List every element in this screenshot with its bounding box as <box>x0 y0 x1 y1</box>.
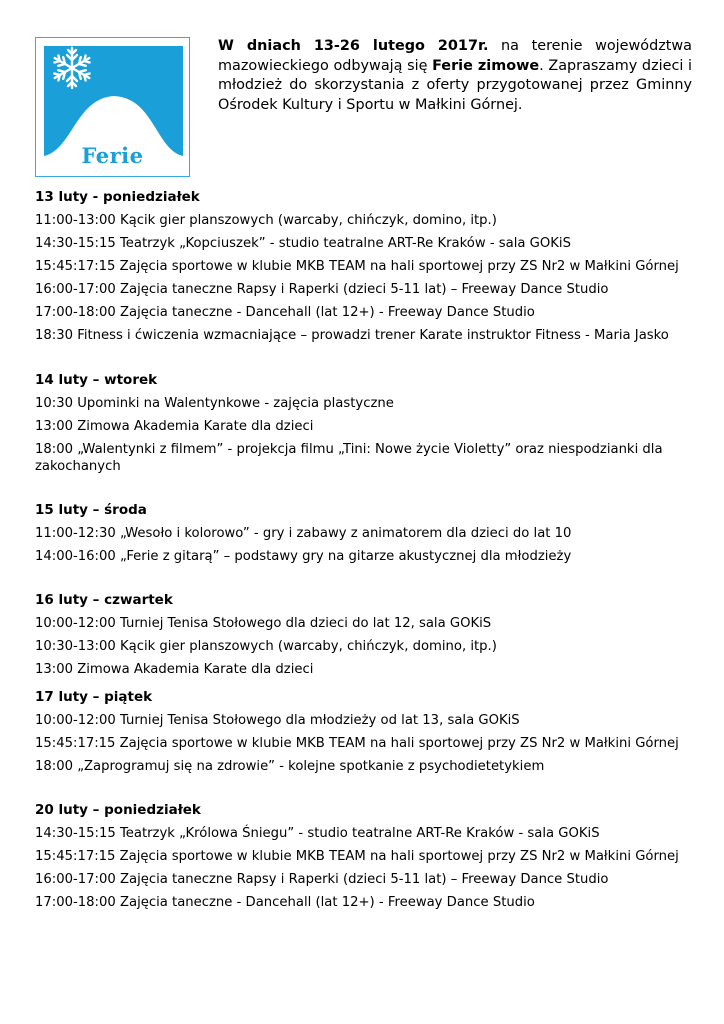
intro-lead: W dniach 13-26 lutego 2017r. <box>218 38 489 54</box>
day-heading: 17 luty – piątek <box>35 689 153 705</box>
day-heading: 13 luty - poniedziałek <box>35 189 200 205</box>
event-item: 17:00-18:00 Zajęcia taneczne - Dancehall (lat 12+) - Freeway Dance Studio <box>35 895 535 910</box>
day-heading: 14 luty – wtorek <box>35 372 158 388</box>
intro-text-1: na terenie województwa mazowieckiego odbywają się <box>218 38 692 74</box>
day-heading: 20 luty – poniedziałek <box>35 802 201 818</box>
event-item: 10:30 Upominki na Walentynkowe - zajęcia plastyczne <box>35 396 394 411</box>
event-item: 14:30-15:15 Teatrzyk „Królowa Śniegu” - studio teatralne ART-Re Kraków - sala GOKiS <box>35 826 600 841</box>
event-item: 10:30-13:00 Kącik gier planszowych (warcaby, chińczyk, domino, itp.) <box>35 639 497 654</box>
logo-text: Ferie <box>81 143 144 168</box>
ferie-logo <box>35 37 190 177</box>
day-heading: 16 luty – czwartek <box>35 592 173 608</box>
event-item: 10:00-12:00 Turniej Tenisa Stołowego dla młodzieży od lat 13, sala GOKiS <box>35 713 520 728</box>
event-item: 14:00-16:00 „Ferie z gitarą” – podstawy gry na gitarze akustycznej dla młodzieży <box>35 549 572 564</box>
day-15 <box>35 501 695 565</box>
event-item: 15:45:17:15 Zajęcia sportowe w klubie MKB TEAM na hali sportowej przy ZS Nr2 w Małkini Górnej <box>35 736 679 751</box>
event-item: 13:00 Zimowa Akademia Karate dla dzieci <box>35 419 314 434</box>
day-heading: 15 luty – środa <box>35 502 147 518</box>
day-17 <box>35 688 695 775</box>
day-14 <box>35 371 695 475</box>
event-item: 18:00 „Walentynki z filmem” - projekcja filmu „Tini: Nowe życie Violetty” oraz niespodzianki dla zakochanych <box>35 442 663 474</box>
event-item: 14:30-15:15 Teatrzyk „Kopciuszek” - studio teatralne ART-Re Kraków - sala GOKiS <box>35 236 571 251</box>
event-item: 11:00-13:00 Kącik gier planszowych (warcaby, chińczyk, domino, itp.) <box>35 213 497 228</box>
event-item: 15:45:17:15 Zajęcia sportowe w klubie MKB TEAM na hali sportowej przy ZS Nr2 w Małkini Górnej <box>35 259 679 274</box>
intro-text-2: . Zapraszamy dzieci i młodzież do skorzystania z oferty przygotowanej przez Gminny Ośrodek Kultury i Sportu w Małkini Górnej. <box>218 57 693 113</box>
event-item: 11:00-12:30 „Wesoło i kolorowo” - gry i zabawy z animatorem dla dzieci do lat 10 <box>35 526 572 541</box>
event-item: 10:00-12:00 Turniej Tenisa Stołowego dla dzieci do lat 12, sala GOKiS <box>35 616 492 631</box>
event-item: 13:00 Zimowa Akademia Karate dla dzieci <box>35 662 314 677</box>
event-item: 18:30 Fitness i ćwiczenia wzmacniające – prowadzi trener Karate instruktor Fitness - Maria Jasko <box>35 328 669 343</box>
intro-paragraph <box>218 37 692 115</box>
event-item: 15:45:17:15 Zajęcia sportowe w klubie MKB TEAM na hali sportowej przy ZS Nr2 w Małkini Górnej <box>35 849 679 864</box>
day-20 <box>35 801 695 911</box>
event-item: 16:00-17:00 Zajęcia taneczne Rapsy i Raperki (dzieci 5-11 lat) – Freeway Dance Studio <box>35 282 609 297</box>
event-item: 18:00 „Zaprogramuj się na zdrowie” - kolejne spotkanie z psychodietetykiem <box>35 759 545 774</box>
intro-ferie: Ferie zimowe <box>432 57 540 74</box>
day-13 <box>35 188 695 344</box>
event-item: 17:00-18:00 Zajęcia taneczne - Dancehall (lat 12+) - Freeway Dance Studio <box>35 305 535 320</box>
schedule <box>35 188 695 917</box>
event-item: 16:00-17:00 Zajęcia taneczne Rapsy i Raperki (dzieci 5-11 lat) – Freeway Dance Studio <box>35 872 609 887</box>
day-16 <box>35 591 695 678</box>
